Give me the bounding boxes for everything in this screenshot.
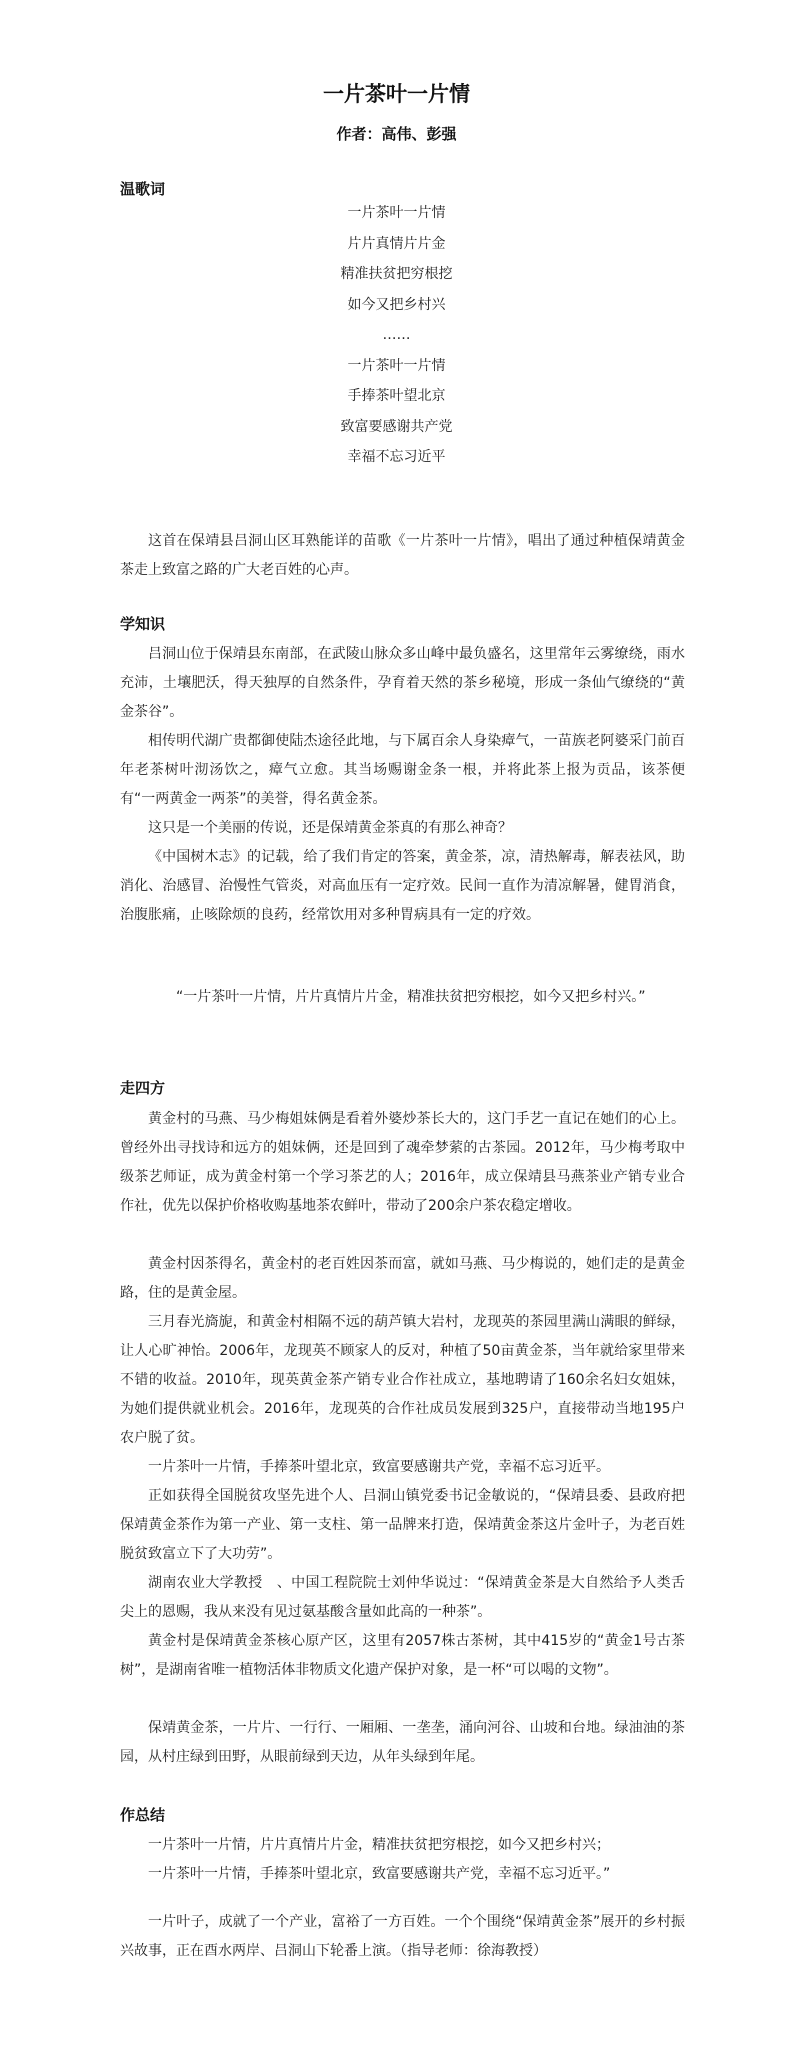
- lyric-ellipsis: ……: [382, 327, 411, 343]
- summary-line: 一片茶叶一片情，手捧茶叶望北京，致富要感谢共产党，幸福不忘习近平。”: [148, 1866, 611, 1882]
- paragraph: 黄金村因茶得名，黄金村的老百姓因茶而富，就如马燕、马少梅说的，她们走的是黄金路，住的是黄金屋。: [120, 1256, 685, 1301]
- closing-paragraph: 一片叶子，成就了一个产业，富裕了一方百姓。一个个围绕“保靖黄金茶”展开的乡村振兴故事，正在酉水两岸、吕洞山下轮番上演。（指导老师：徐海教授）: [120, 1914, 685, 1959]
- author-line: 作者：高伟、彭强: [336, 125, 457, 143]
- section-heading-travel: 走四方: [120, 1079, 166, 1097]
- paragraph: 这只是一个美丽的传说，还是保靖黄金茶真的有那么神奇？: [148, 820, 512, 836]
- paragraph: 吕洞山位于保靖县东南部，在武陵山脉众多山峰中最负盛名，这里常年云雾缭绕，雨水充沛，土壤肥沃，得天独厚的自然条件，孕育着天然的茶乡秘境，形成一条仙气缭绕的“黄金茶谷”。: [120, 646, 685, 720]
- lyric-line: 手捧茶叶望北京: [347, 388, 446, 404]
- summary-line: 一片茶叶一片情，片片真情片片金，精准扶贫把穷根挖，如今又把乡村兴；: [148, 1837, 610, 1853]
- lyric-line: 一片茶叶一片情: [347, 205, 446, 221]
- paragraph: 黄金村的马燕、马少梅姐妹俩是看着外婆炒茶长大的，这门手艺一直记在她们的心上。曾经外出寻找诗和远方的姐妹俩，还是回到了魂牵梦萦的古茶园。2012年，马少梅考取中级茶艺师证，成为黄金村第一个学习茶艺的人；2016年，成立保靖县马燕茶业产销专业合作社，优先以保护价格收购基地茶农鲜叶，带动了200余户茶农稳定增收。: [120, 1111, 685, 1214]
- paragraph: 正如获得全国脱贫攻坚先进个人、吕洞山镇党委书记金敏说的，“保靖县委、县政府把保靖黄金茶作为第一产业、第一支柱、第一品牌来打造，保靖黄金茶这片金叶子，为老百姓脱贫致富立下了大功劳”。: [120, 1488, 685, 1562]
- lyric-line: 如今又把乡村兴: [347, 296, 446, 313]
- lyrics-block: [0, 198, 793, 473]
- lyric-line: 致富要感谢共产党: [340, 418, 453, 435]
- paragraph: 三月春光旖旎，和黄金村相隔不远的葫芦镇大岩村，龙现英的茶园里满山满眼的鲜绿，让人心旷神怡。2006年，龙现英不顾家人的反对，种植了50亩黄金茶，当年就给家里带来不错的收益。2010年，现英黄金茶产销专业合作社成立，基地聘请了160余名妇女姐妹，为她们提供就业机会。2016年，龙现英的合作社成员发展到325户，直接带动当地195户农户脱了贫。: [120, 1314, 685, 1446]
- quote-paragraph: “一片茶叶一片情，片片真情片片金，精准扶贫把穷根挖，如今又把乡村兴。”: [176, 989, 646, 1005]
- paragraph: 一片茶叶一片情，手捧茶叶望北京，致富要感谢共产党，幸福不忘习近平。: [148, 1459, 610, 1475]
- lyric-line: 片片真情片片金: [347, 235, 446, 252]
- lyric-line: 幸福不忘习近平: [347, 449, 446, 465]
- section-heading-lyrics: 温歌词: [120, 180, 166, 198]
- lyric-line: 一片茶叶一片情: [347, 357, 446, 374]
- paragraph: 《中国树木志》的记载，给了我们肯定的答案，黄金茶，凉，清热解毒，解表祛风，助消化、治感冒、治慢性气管炎，对高血压有一定疗效。民间一直作为清凉解暑，健胃消食，治腹胀痛，止咳除烦的良药，经常饮用对多种胃病具有一定的疗效。: [120, 849, 685, 923]
- article-title: 一片茶叶一片情: [323, 82, 470, 106]
- paragraph: 相传明代湖广贵都御使陆杰途径此地，与下属百余人身染瘴气，一苗族老阿婆采门前百年老茶树叶沏汤饮之，瘴气立愈。其当场赐谢金条一根，并将此茶上报为贡品，该茶便有“一两黄金一两茶”的美誉，得名黄金茶。: [120, 733, 685, 807]
- section-heading-knowledge: 学知识: [120, 615, 166, 633]
- lyric-line: 精准扶贫把穷根挖: [340, 266, 453, 282]
- intro-paragraph: 这首在保靖县吕洞山区耳熟能详的苗歌《一片茶叶一片情》，唱出了通过种植保靖黄金茶走上致富之路的广大老百姓的心声。: [120, 533, 685, 578]
- paragraph: 黄金村是保靖黄金茶核心原产区，这里有2057株古茶树，其中415岁的“黄金1号古茶树”，是湖南省唯一植物活体非物质文化遗产保护对象，是一杯“可以喝的文物”。: [120, 1633, 685, 1678]
- section-heading-summary: 作总结: [120, 1806, 166, 1824]
- paragraph: 保靖黄金茶，一片片、一行行、一厢厢、一垄垄，涌向河谷、山坡和台地。绿油油的茶园，从村庄绿到田野，从眼前绿到天边，从年头绿到年尾。: [120, 1720, 685, 1765]
- paragraph: 湖南农业大学教授 、中国工程院院士刘仲华说过：“保靖黄金茶是大自然给予人类舌尖上的恩赐，我从来没有见过氨基酸含量如此高的一种茶”。: [120, 1575, 685, 1620]
